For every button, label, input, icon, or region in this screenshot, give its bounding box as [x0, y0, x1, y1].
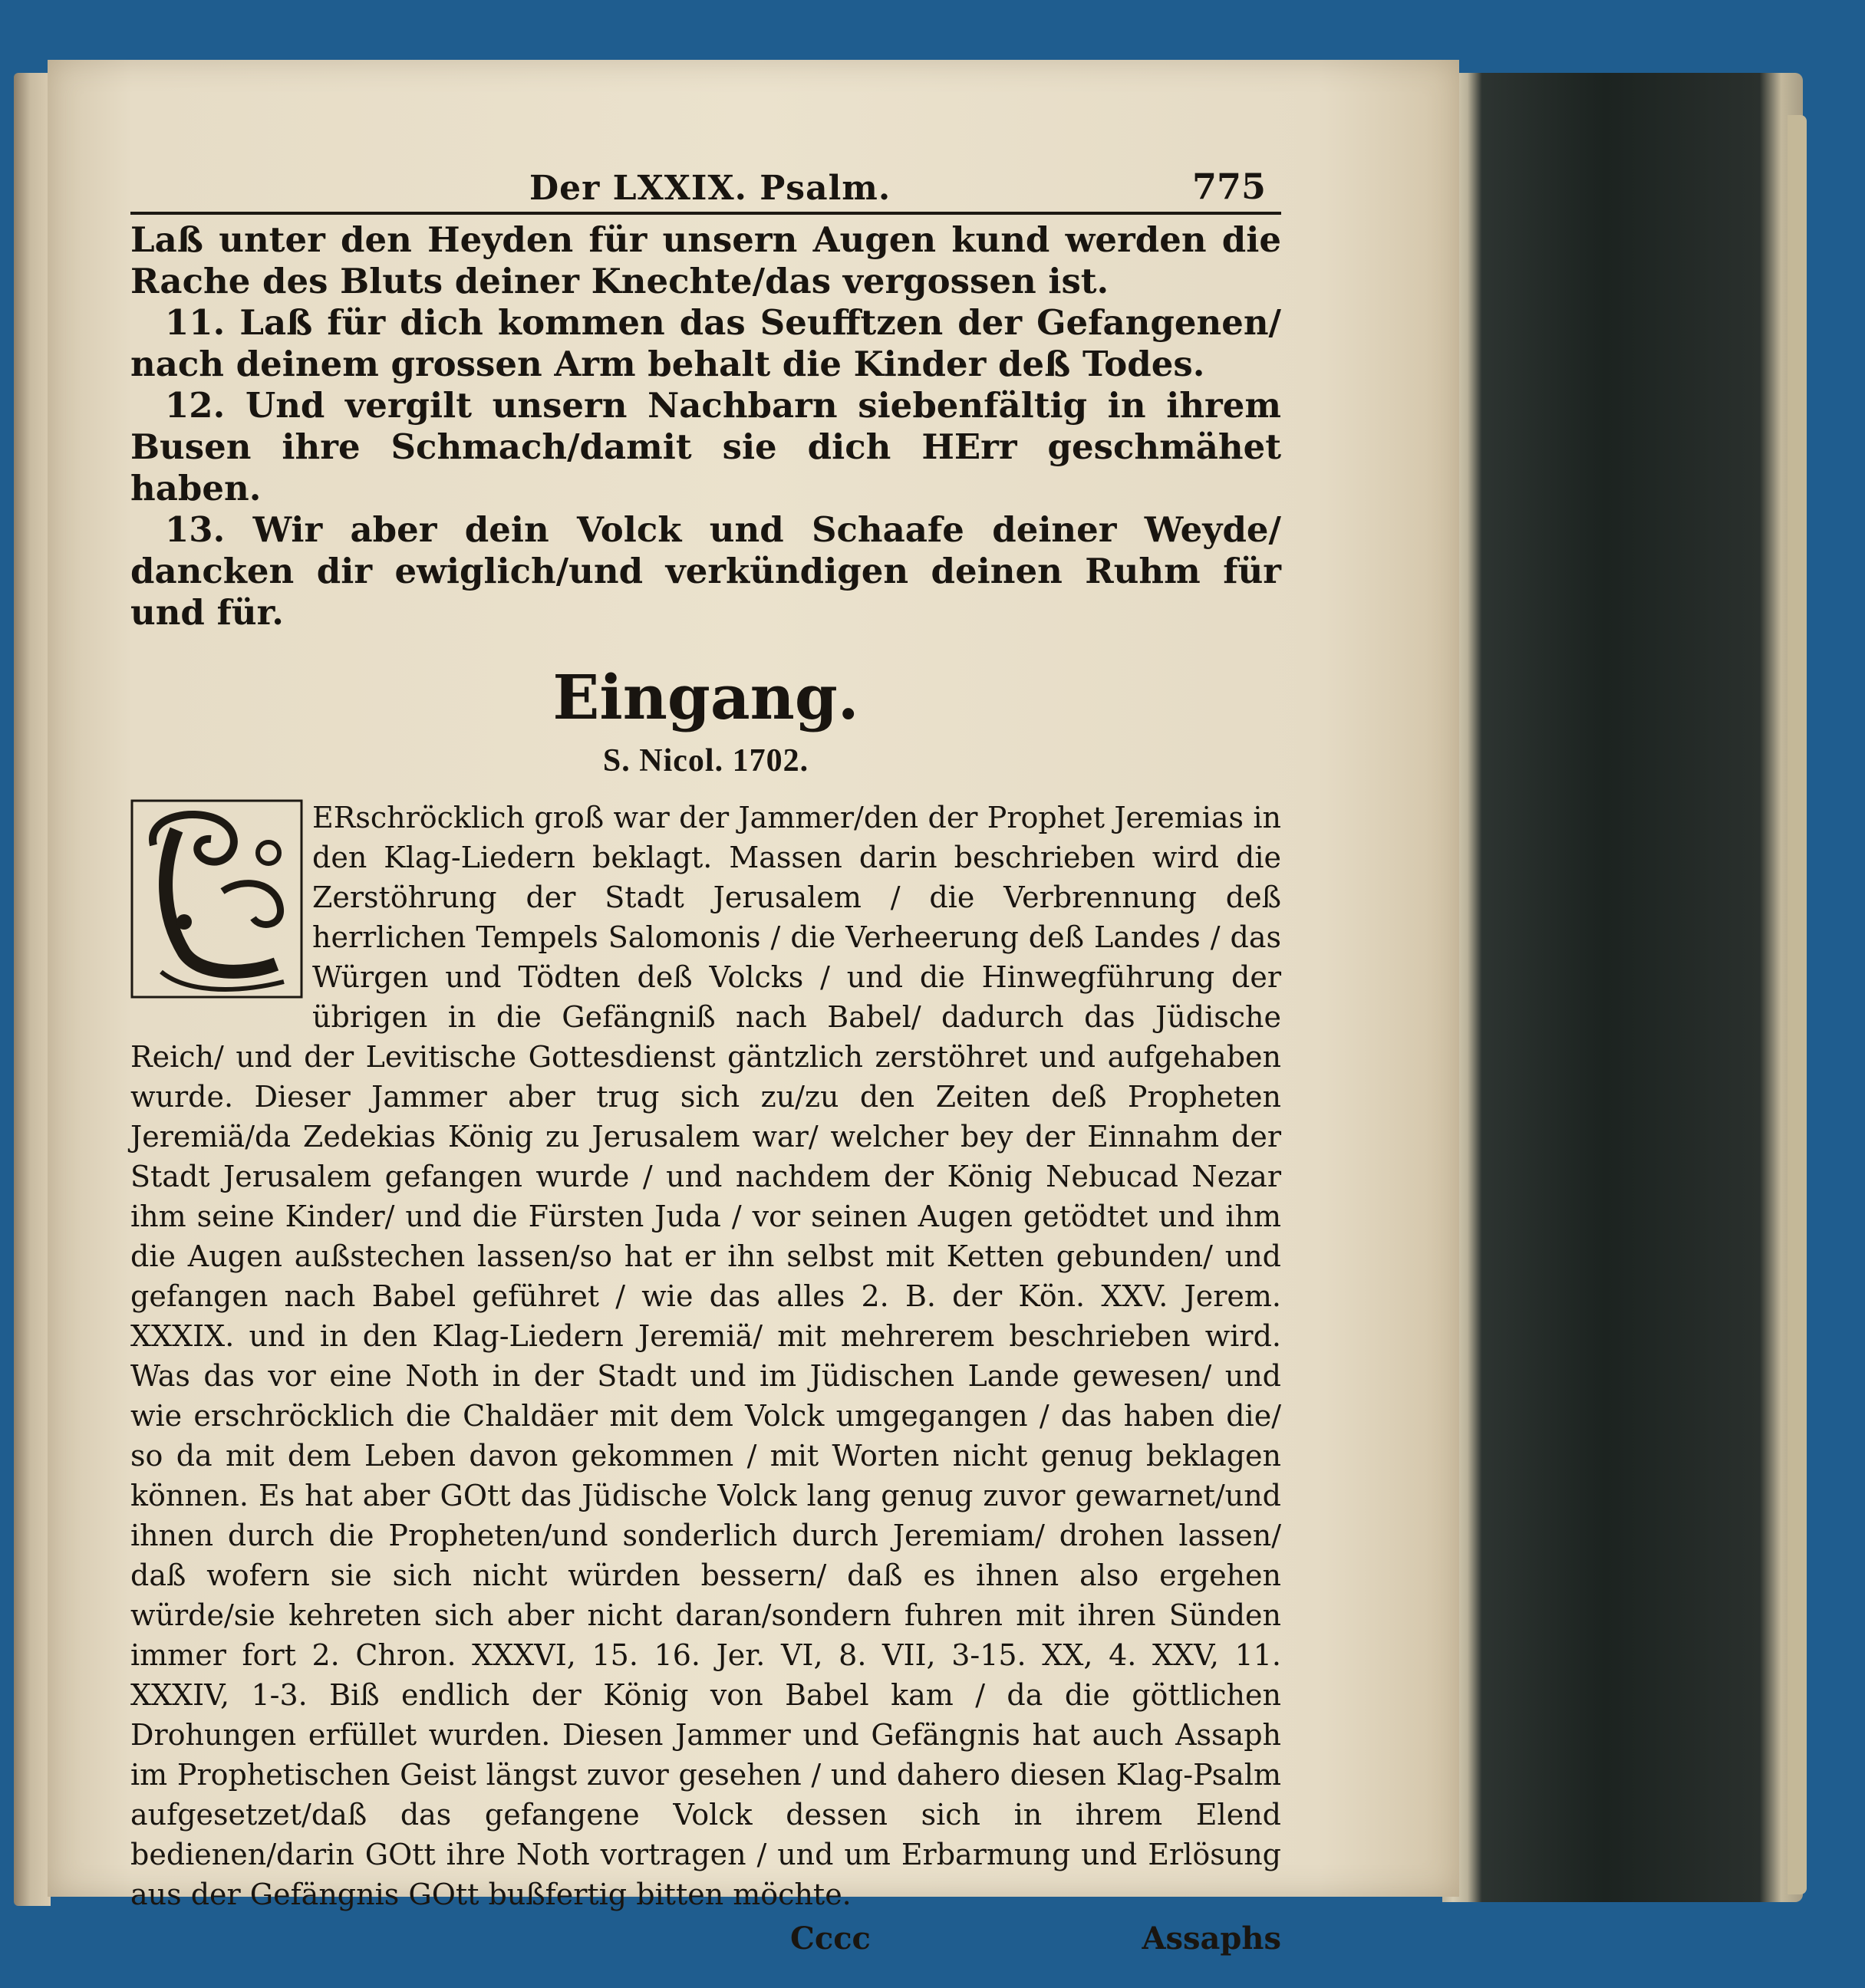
decorated-initial-icon: [130, 799, 303, 999]
page-number: 775: [1191, 166, 1266, 207]
signature-mark: Cccc: [790, 1921, 871, 1957]
verse-12: 12. Und vergilt unsern Nachbarn siebenfältig in ihrem Busen ihre Schmach/damit sie dich HErr geschmähet haben.: [130, 385, 1281, 509]
page-content: [130, 161, 1281, 1967]
book-cover-edge: [1788, 115, 1807, 1894]
section-title: Eingang.: [552, 661, 859, 733]
section-subtitle: S. Nicol. 1702.: [602, 743, 809, 778]
catchword: Assaphs: [1142, 1921, 1281, 1957]
book-edge: [1442, 73, 1803, 1902]
left-page-edge: [14, 73, 51, 1906]
verse-11: 11. Laß für dich kommen das Seufftzen der Gefangenen/ nach deinem grossen Arm behalt die Kinder deß Todes.: [130, 302, 1281, 384]
header-rule: [130, 212, 1281, 215]
running-header: [130, 161, 1281, 207]
page-footer: [130, 1921, 1281, 1967]
verse-10: Laß unter den Heyden für unsern Augen kund werden die Rache des Bluts deiner Knechte/das vergossen ist.: [130, 219, 1281, 301]
verse-13: 13. Wir aber dein Volck und Schaafe deiner Weyde/ dancken dir ewiglich/und verkündigen deinen Ruhm für und für.: [130, 509, 1281, 633]
body-section: [130, 798, 1281, 1914]
running-title: Der LXXIX. Psalm.: [529, 169, 891, 208]
body-paragraph: ERschröcklich groß war der Jammer/den der Prophet Jeremias in den Klag-Liedern beklagt. Massen darin beschrieben wird die Zerstöhrung der Stadt Jerusalem / die Verbrennung deß herrlichen Tempels Salomonis / die Verheerung deß Landes / das Würgen und Tödten deß Volcks / und die Hinwegführung der übrigen in die Gefängniß nach Babel/ dadurch das Jüdische Reich/ und der Levitische Gottesdienst gäntzlich zerstöhret und aufgehaben wurde. Dieser Jammer aber trug sich zu/zu den Zeiten deß Propheten Jeremiä/da Zedekias König zu Jerusalem war/ welcher bey der Einnahm der Stadt Jerusalem gefangen wurde / und nachdem der König Nebucad Nezar ihm seine Kinder/ und die Fürsten Juda / vor seinen Augen getödtet und ihm die Augen außstechen lassen/so hat er ihn selbst mit Ketten gebunden/ und gefangen nach Babel geführet / wie das alles 2. B. der Kön. XXV. Jerem. XXXIX. und in den Klag-Liedern Jeremiä/ mit mehrerem beschrieben wird. Was das vor eine Noth in der Stadt und im Jüdischen Lande gewesen/ und wie erschröcklich die Chaldäer mit dem Volck umgegangen / das haben die/ so da mit dem Leben davon gekommen / mit Worten nicht genug beklagen können. Es hat aber GOtt das Jüdische Volck lang genug zuvor gewarnet/und ihnen durch die Propheten/und sonderlich durch Jeremiam/ drohen lassen/ daß wofern sie sich nicht würden bessern/ daß es ihnen also ergehen würde/sie kehreten sich aber nicht daran/sondern fuhren mit ihren Sünden immer fort 2. Chron. XXXVI, 15. 16. Jer. VI, 8. VII, 3-15. XX, 4. XXV, 11. XXXIV, 1-3. Biß endlich der König von Babel kam / da die göttlichen Drohungen erfüllet wurden. Diesen Jammer und Gefängnis hat auch Assaph im Prophetischen Geist längst zuvor gesehen / und dahero diesen Klag-Psalm aufgesetzet/daß das gefangene Volck dessen sich in ihrem Elend bedienen/darin GOtt ihre Noth vortragen / und um Erbarmung und Erlösung aus der Gefängnis GOtt bußfertig bitten möchte.: [130, 801, 1281, 1911]
